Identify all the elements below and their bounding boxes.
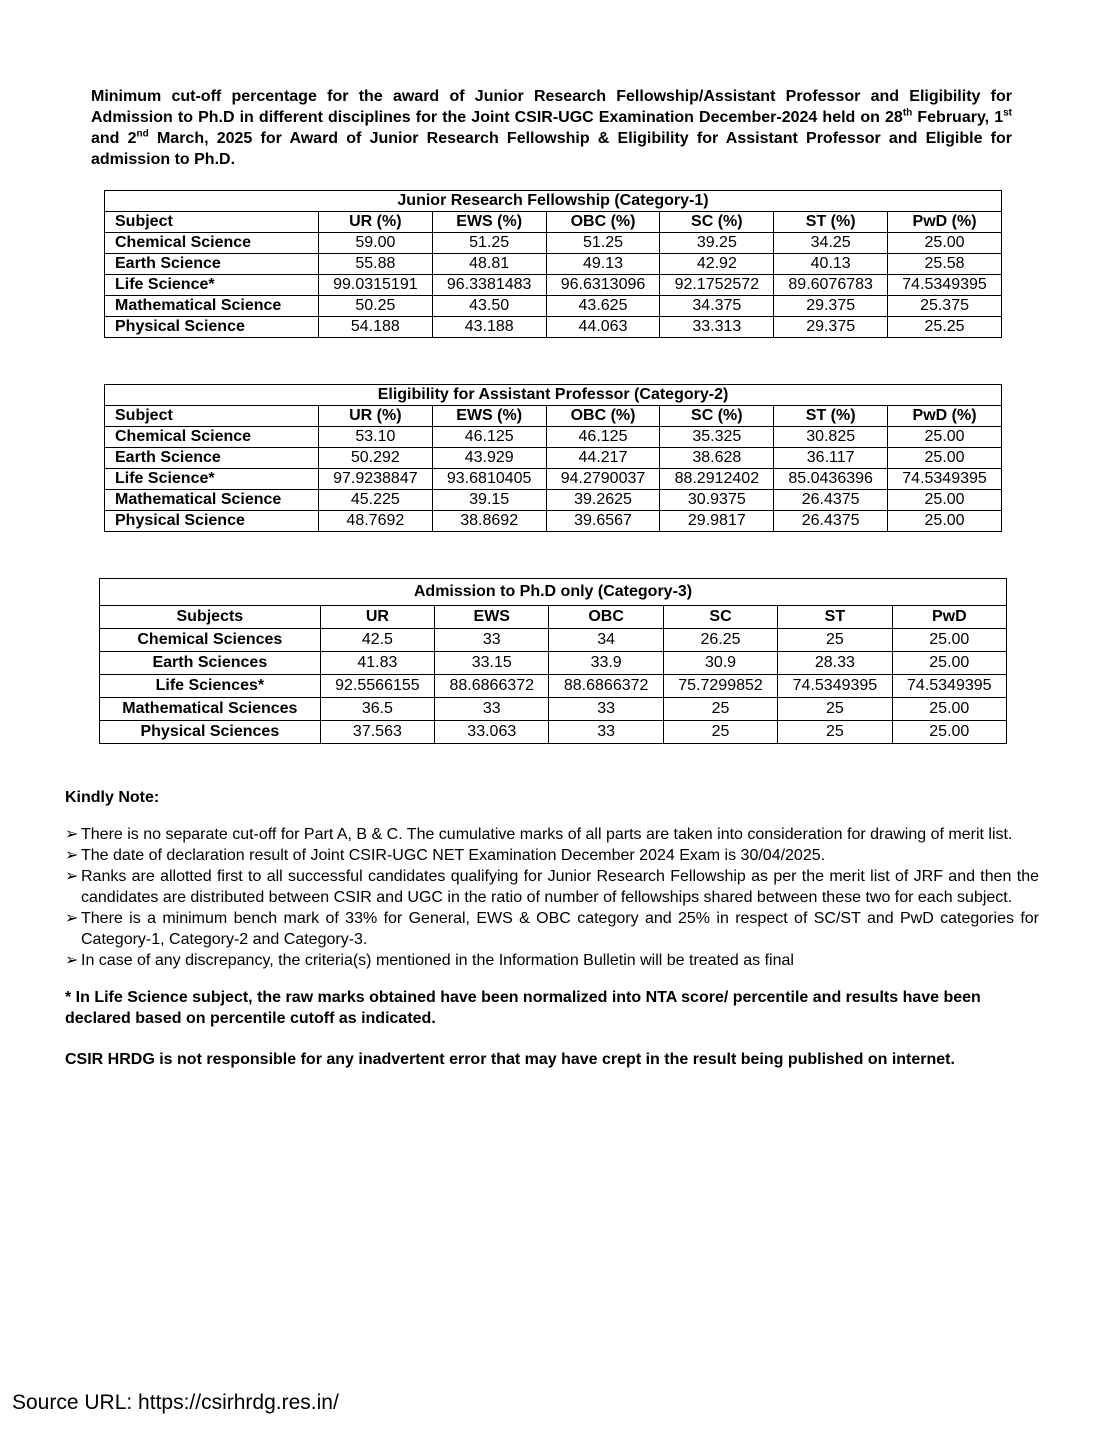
cutoff-cell: 33 <box>435 629 549 652</box>
table-row <box>105 233 1002 254</box>
column-header: SC <box>663 606 777 629</box>
cutoff-cell: 25.00 <box>888 490 1002 511</box>
cutoff-cell: 96.3381483 <box>432 275 546 296</box>
cutoff-cell: 33.313 <box>660 317 774 338</box>
cutoff-cell: 25 <box>663 698 777 721</box>
cutoff-cell: 51.25 <box>432 233 546 254</box>
assistant-professor-table <box>104 384 1002 532</box>
cutoff-cell: 74.5349395 <box>778 675 892 698</box>
cutoff-cell: 26.4375 <box>774 490 888 511</box>
notes-heading: Kindly Note: <box>65 789 160 806</box>
table-header-row <box>100 606 1007 629</box>
subject-cell: Life Science* <box>105 275 319 296</box>
cutoff-cell: 25.25 <box>888 317 1002 338</box>
cutoff-cell: 43.929 <box>432 448 546 469</box>
cutoff-cell: 33.063 <box>435 721 549 744</box>
column-header: UR <box>320 606 434 629</box>
note-text: The date of declaration result of Joint CSIR-UGC NET Examination December 2024 Exam is 30/04/2025. <box>81 847 826 864</box>
subject-cell: Earth Sciences <box>100 652 321 675</box>
life-science-note: * In Life Science subject, the raw marks obtained have been normalized into NTA score/ percentile and results have been declared based on percentile cutoff as indicated. <box>65 989 981 1027</box>
cutoff-cell: 33 <box>549 698 663 721</box>
column-header: ST (%) <box>774 406 888 427</box>
column-header: EWS <box>435 606 549 629</box>
arrow-bullet-icon: ➢ <box>65 847 79 864</box>
note-text: In case of any discrepancy, the criteria(s) mentioned in the Information Bulletin will be treated as final <box>81 952 794 969</box>
arrow-bullet-icon: ➢ <box>65 826 79 843</box>
cutoff-cell: 55.88 <box>318 254 432 275</box>
cutoff-cell: 29.9817 <box>660 511 774 532</box>
cutoff-cell: 42.92 <box>660 254 774 275</box>
table-row <box>105 469 1002 490</box>
cutoff-cell: 33 <box>435 698 549 721</box>
table-header-row <box>105 212 1002 233</box>
table-row <box>100 675 1007 698</box>
cutoff-cell: 43.625 <box>546 296 660 317</box>
cutoff-cell: 50.25 <box>318 296 432 317</box>
cutoff-cell: 75.7299852 <box>663 675 777 698</box>
cutoff-cell: 25.58 <box>888 254 1002 275</box>
note-text: There is a minimum bench mark of 33% for General, EWS & OBC category and 25% in respect of SC/ST and PwD categories for Category-1, Category-2 and Category-3. <box>81 910 1039 948</box>
cutoff-cell: 25.00 <box>892 721 1006 744</box>
note-item <box>65 908 1039 950</box>
subject-cell: Mathematical Sciences <box>100 698 321 721</box>
cutoff-cell: 25 <box>778 698 892 721</box>
cutoff-cell: 89.6076783 <box>774 275 888 296</box>
table-row <box>105 317 1002 338</box>
cutoff-cell: 25 <box>778 721 892 744</box>
table-caption: Junior Research Fellowship (Category-1) <box>105 191 1002 212</box>
arrow-bullet-icon: ➢ <box>65 910 79 927</box>
cutoff-cell: 44.063 <box>546 317 660 338</box>
jrf-table <box>104 190 1002 338</box>
table-row <box>105 254 1002 275</box>
cutoff-cell: 92.5566155 <box>320 675 434 698</box>
note-item <box>65 950 1039 971</box>
cutoff-cell: 54.188 <box>318 317 432 338</box>
column-header: Subject <box>105 406 319 427</box>
column-header: UR (%) <box>318 406 432 427</box>
table-row <box>105 448 1002 469</box>
cutoff-cell: 25.00 <box>888 427 1002 448</box>
arrow-bullet-icon: ➢ <box>65 868 79 885</box>
cutoff-cell: 30.825 <box>774 427 888 448</box>
cutoff-cell: 39.15 <box>432 490 546 511</box>
cutoff-cell: 88.2912402 <box>660 469 774 490</box>
cutoff-cell: 96.6313096 <box>546 275 660 296</box>
cutoff-cell: 25.375 <box>888 296 1002 317</box>
table-row <box>100 629 1007 652</box>
cutoff-cell: 46.125 <box>546 427 660 448</box>
intro-sup-3: nd <box>136 128 149 140</box>
arrow-bullet-icon: ➢ <box>65 952 79 969</box>
intro-text-4: March, 2025 for Award of Junior Research Fellowship & Eligibility for Assistant Professor and Eligible for admission to Ph.D. <box>91 130 1012 168</box>
column-header: SC (%) <box>660 212 774 233</box>
cutoff-cell: 38.8692 <box>432 511 546 532</box>
column-header: Subjects <box>100 606 321 629</box>
note-text: There is no separate cut-off for Part A, B & C. The cumulative marks of all parts are taken into consideration for drawing of merit list. <box>81 826 1013 843</box>
cutoff-cell: 40.13 <box>774 254 888 275</box>
subject-cell: Life Science* <box>105 469 319 490</box>
cutoff-cell: 44.217 <box>546 448 660 469</box>
column-header: OBC (%) <box>546 212 660 233</box>
source-url: Source URL: https://csirhrdg.res.in/ <box>12 1391 339 1414</box>
cutoff-cell: 30.9 <box>663 652 777 675</box>
table-row <box>100 721 1007 744</box>
cutoff-cell: 88.6866372 <box>549 675 663 698</box>
notes-section <box>65 787 1039 1070</box>
cutoff-cell: 34.375 <box>660 296 774 317</box>
subject-cell: Physical Science <box>105 511 319 532</box>
cutoff-cell: 30.9375 <box>660 490 774 511</box>
subject-cell: Chemical Science <box>105 427 319 448</box>
cutoff-cell: 38.628 <box>660 448 774 469</box>
note-item <box>65 845 1039 866</box>
table-row <box>100 652 1007 675</box>
column-header: UR (%) <box>318 212 432 233</box>
table-caption: Admission to Ph.D only (Category-3) <box>100 579 1007 606</box>
cutoff-cell: 33.15 <box>435 652 549 675</box>
cutoff-cell: 43.50 <box>432 296 546 317</box>
cutoff-cell: 42.5 <box>320 629 434 652</box>
intro-text-2: February, 1 <box>912 109 1004 126</box>
column-header: OBC (%) <box>546 406 660 427</box>
table-caption: Eligibility for Assistant Professor (Category-2) <box>105 385 1002 406</box>
cutoff-cell: 45.225 <box>318 490 432 511</box>
cutoff-cell: 39.25 <box>660 233 774 254</box>
intro-sup-2: st <box>1003 107 1012 119</box>
table-row <box>105 511 1002 532</box>
cutoff-cell: 48.81 <box>432 254 546 275</box>
column-header: ST <box>778 606 892 629</box>
cutoff-cell: 25.00 <box>888 233 1002 254</box>
cutoff-cell: 28.33 <box>778 652 892 675</box>
column-header: ST (%) <box>774 212 888 233</box>
cutoff-cell: 48.7692 <box>318 511 432 532</box>
intro-text-1: Minimum cut-off percentage for the award of Junior Research Fellowship/Assistant Professor and Eligibility for Admission to Ph.D in different disciplines for the Joint CSIR-UGC Examination December-2024 held on 28 <box>91 88 1012 126</box>
cutoff-cell: 26.25 <box>663 629 777 652</box>
column-header: PwD (%) <box>888 212 1002 233</box>
table-row <box>105 427 1002 448</box>
cutoff-cell: 29.375 <box>774 317 888 338</box>
table-row <box>105 275 1002 296</box>
column-header: OBC <box>549 606 663 629</box>
cutoff-cell: 92.1752572 <box>660 275 774 296</box>
cutoff-cell: 53.10 <box>318 427 432 448</box>
table-header-row <box>105 406 1002 427</box>
subject-cell: Mathematical Science <box>105 490 319 511</box>
cutoff-cell: 25.00 <box>892 652 1006 675</box>
cutoff-cell: 99.0315191 <box>318 275 432 296</box>
cutoff-cell: 93.6810405 <box>432 469 546 490</box>
note-text: Ranks are allotted first to all successful candidates qualifying for Junior Research Fellowship as per the merit list of JRF and then the candidates are distributed between CSIR and UGC in the ratio of number of fellowships shared between these two for each subject. <box>81 868 1039 906</box>
cutoff-cell: 43.188 <box>432 317 546 338</box>
phd-admission-table <box>99 578 1007 744</box>
cutoff-cell: 34.25 <box>774 233 888 254</box>
cutoff-cell: 49.13 <box>546 254 660 275</box>
cutoff-cell: 25.00 <box>888 511 1002 532</box>
cutoff-cell: 36.5 <box>320 698 434 721</box>
subject-cell: Mathematical Science <box>105 296 319 317</box>
note-item <box>65 824 1039 845</box>
table-row <box>105 296 1002 317</box>
notes-list <box>65 824 1039 971</box>
cutoff-cell: 39.2625 <box>546 490 660 511</box>
column-header: PwD <box>892 606 1006 629</box>
subject-cell: Chemical Science <box>105 233 319 254</box>
cutoff-cell: 34 <box>549 629 663 652</box>
cutoff-cell: 51.25 <box>546 233 660 254</box>
cutoff-cell: 74.5349395 <box>892 675 1006 698</box>
cutoff-cell: 35.325 <box>660 427 774 448</box>
cutoff-cell: 46.125 <box>432 427 546 448</box>
column-header: EWS (%) <box>432 406 546 427</box>
cutoff-cell: 33 <box>549 721 663 744</box>
subject-cell: Earth Science <box>105 448 319 469</box>
subject-cell: Physical Sciences <box>100 721 321 744</box>
column-header: EWS (%) <box>432 212 546 233</box>
intro-text-3: and 2 <box>91 130 137 147</box>
table-row <box>105 490 1002 511</box>
note-item <box>65 866 1039 908</box>
subject-cell: Earth Science <box>105 254 319 275</box>
subject-cell: Life Sciences* <box>100 675 321 698</box>
cutoff-cell: 25.00 <box>892 629 1006 652</box>
cutoff-cell: 85.0436396 <box>774 469 888 490</box>
cutoff-cell: 26.4375 <box>774 511 888 532</box>
column-header: Subject <box>105 212 319 233</box>
cutoff-cell: 29.375 <box>774 296 888 317</box>
cutoff-cell: 37.563 <box>320 721 434 744</box>
cutoff-cell: 36.117 <box>774 448 888 469</box>
column-header: SC (%) <box>660 406 774 427</box>
cutoff-cell: 25 <box>778 629 892 652</box>
column-header: PwD (%) <box>888 406 1002 427</box>
subject-cell: Physical Science <box>105 317 319 338</box>
cutoff-cell: 25.00 <box>892 698 1006 721</box>
table-row <box>100 698 1007 721</box>
cutoff-cell: 39.6567 <box>546 511 660 532</box>
intro-heading <box>91 86 1012 170</box>
cutoff-cell: 74.5349395 <box>888 469 1002 490</box>
intro-sup-1: th <box>902 107 913 119</box>
cutoff-cell: 33.9 <box>549 652 663 675</box>
cutoff-cell: 97.9238847 <box>318 469 432 490</box>
cutoff-cell: 94.2790037 <box>546 469 660 490</box>
cutoff-cell: 25 <box>663 721 777 744</box>
cutoff-cell: 25.00 <box>888 448 1002 469</box>
cutoff-cell: 74.5349395 <box>888 275 1002 296</box>
disclaimer: CSIR HRDG is not responsible for any inadvertent error that may have crept in the result being published on internet. <box>65 1051 955 1068</box>
cutoff-cell: 88.6866372 <box>435 675 549 698</box>
cutoff-cell: 41.83 <box>320 652 434 675</box>
cutoff-cell: 50.292 <box>318 448 432 469</box>
subject-cell: Chemical Sciences <box>100 629 321 652</box>
cutoff-cell: 59.00 <box>318 233 432 254</box>
